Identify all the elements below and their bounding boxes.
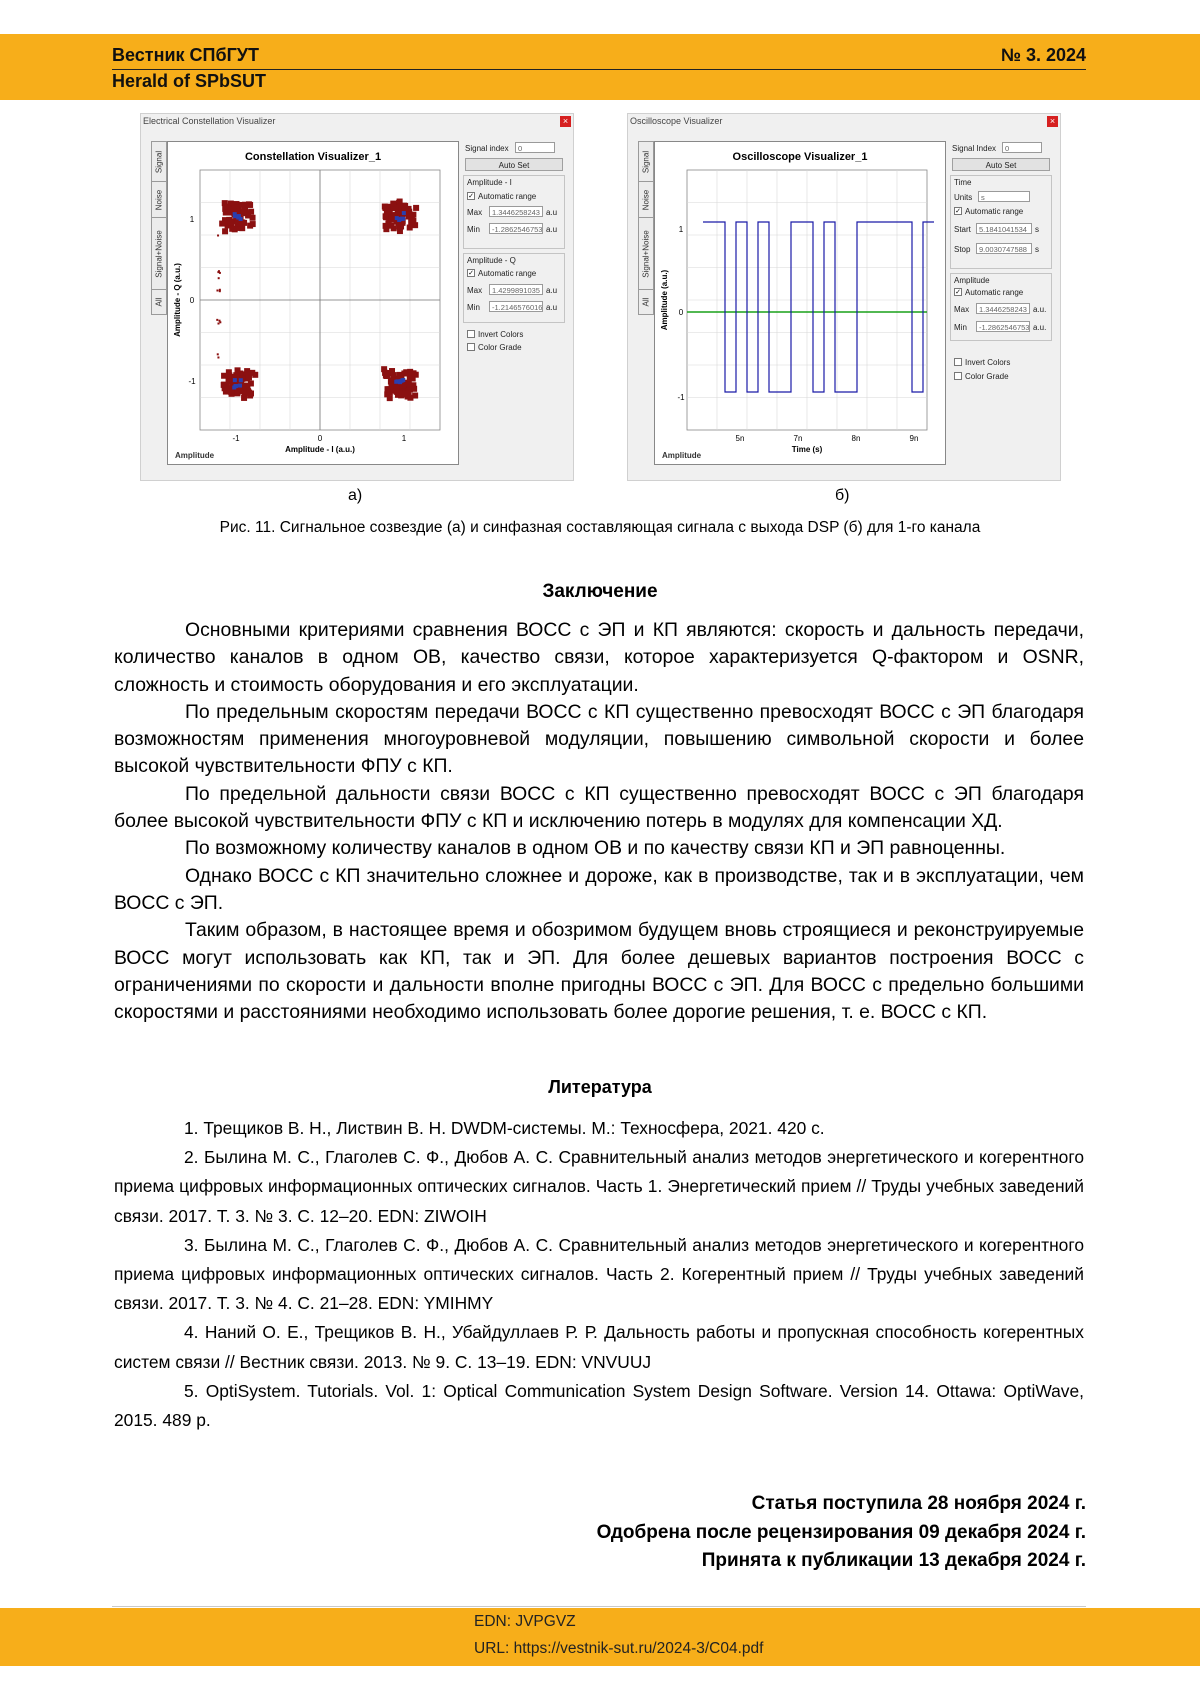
min-label: Min [954, 323, 967, 332]
auto-range-checkbox-i[interactable]: ✓ [468, 193, 474, 200]
references-heading: Литература [548, 1077, 652, 1097]
tab-all[interactable]: All [638, 289, 654, 315]
start-unit: s [1035, 225, 1039, 234]
color-grade-label: Color Grade [478, 343, 522, 352]
constellation-center-point [395, 216, 399, 220]
constellation-point [228, 389, 234, 395]
stop-unit: s [1035, 245, 1039, 254]
max-label: Max [954, 305, 970, 314]
min-i-unit: a.u [546, 225, 558, 234]
constellation-point [222, 228, 228, 234]
x-tick-4: 9n [909, 434, 919, 443]
y-axis-label: Amplitude (a.u.) [660, 269, 669, 331]
signal-index-label: Signal index [465, 144, 509, 153]
constellation-point [390, 372, 396, 378]
oscilloscope-svg [655, 142, 945, 464]
reference-item: 2. Былина М. С., Глаголев С. Ф., Дюбов А. С. Сравнительный анализ методов энергетического и когерентного приема цифровых информационных оптических сигналов. Часть 1. Энергетический прием // Труды учебных заведений связи. 2017. Т. 3. № 3. С. 12–20. EDN: ZIWOIH [114, 1147, 1084, 1226]
constellation-point [397, 199, 403, 205]
figure-label-b: б) [835, 487, 850, 504]
constellation-point [248, 380, 254, 386]
signal-index-input[interactable]: 0 [515, 142, 555, 153]
invert-colors-label: Invert Colors [478, 330, 524, 339]
header-divider [112, 69, 1086, 70]
time-label: Time [954, 178, 972, 187]
vertical-tabs [638, 141, 652, 423]
max-unit: a.u. [1033, 305, 1047, 314]
auto-range-checkbox-q[interactable]: ✓ [468, 270, 474, 277]
constellation-center-point [400, 217, 404, 221]
reference-item: 1. Трещиков В. Н., Листвин В. Н. DWDM-системы. М.: Техносфера, 2021. 420 с. [184, 1118, 825, 1138]
amplitude-q-label: Amplitude - Q [467, 256, 516, 265]
constellation-point [247, 392, 253, 398]
constellation-center-point [394, 380, 398, 384]
invert-colors-checkbox[interactable] [467, 330, 475, 338]
constellation-point [219, 320, 221, 322]
control-panel [948, 141, 1054, 463]
figure-caption: Рис. 11. Сигнальное созвездие (а) и синфазная составляющая сигнала с выхода DSP (б) для 1-го канала [219, 519, 981, 536]
constellation-point [216, 319, 218, 321]
references-list [114, 1114, 1084, 1435]
reference-item: 4. Наний О. Е., Трещиков В. Н., Убайдуллаев Р. Р. Дальность работы и пропускная способность когерентных систем связи // Вестник связи. 2013. № 9. С. 13–19. EDN: VNVUUJ [114, 1322, 1084, 1372]
constellation-point [248, 209, 254, 215]
constellation-point [218, 277, 220, 279]
constellation-center-point [237, 214, 241, 218]
constellation-point [230, 207, 236, 213]
x-axis-label: Time (s) [791, 445, 823, 454]
stop-input[interactable]: 9.0030747588 [976, 243, 1032, 254]
tab-noise[interactable]: Noise [151, 181, 167, 219]
reference-item: 5. OptiSystem. Tutorials. Vol. 1: Optical Communication System Design Software. Version 14. Ottawa: OptiWave, 2015. 489 p. [114, 1380, 1084, 1431]
plot-title: Constellation Visualizer_1 [244, 151, 382, 163]
conclusion-paragraph: По возможному количеству каналов в одном ОВ и по качеству связи КП и ЭП равноценны. [185, 837, 1006, 860]
constellation-point [397, 224, 403, 230]
conclusion-body [114, 617, 1084, 1026]
constellation-point [388, 223, 394, 229]
max-i-unit: a.u [546, 208, 558, 217]
color-grade-checkbox[interactable] [467, 343, 475, 351]
conclusion-paragraph: По предельной дальности связи ВОСС с КП существенно превосходят ВОСС с ЭП благодаря более высокой чувствительности ФПУ с КП и исключению потерь в модулях для компенсации ХД. [114, 782, 1084, 833]
start-input[interactable]: 5.1841041534 [976, 223, 1032, 234]
max-i-label: Max [467, 208, 483, 217]
tab-signal[interactable]: Signal [151, 141, 167, 183]
max-q-unit: a.u [546, 286, 558, 295]
issue-number: № 3. 2024 [1000, 45, 1086, 65]
x-tick-left: -1 [232, 434, 240, 443]
constellation-point [217, 234, 219, 236]
conclusion-paragraph: Основными критериями сравнения ВОСС с ЭП и КП являются: скорость и дальность передачи, количество каналов в одном ОВ, качество связи, которое характеризуется Q-фактором и OSNR, сложность и стоимость оборудования и его эксплуатации. [114, 619, 1084, 696]
x-tick-1: 5n [735, 434, 745, 443]
footer-divider [112, 1606, 1086, 1607]
auto-range-checkbox-time[interactable]: ✓ [955, 208, 961, 215]
constellation-center-point [233, 384, 237, 388]
constellation-point [241, 395, 247, 401]
y-tick-mid: 0 [678, 308, 684, 317]
constellation-point [241, 209, 247, 215]
constellation-point [219, 289, 221, 291]
conclusion-heading: Заключение [542, 581, 658, 602]
amplitude-tab[interactable]: Amplitude [662, 451, 702, 460]
constellation-point [217, 323, 219, 325]
date-reviewed: Одобрена после рецензирования 09 декабря 2024 г. [596, 1521, 1086, 1543]
max-input[interactable]: 1.3446258243 [976, 303, 1030, 314]
figure-label-a: а) [348, 487, 363, 504]
constellation-point [382, 370, 388, 376]
max-q-label: Max [467, 286, 483, 295]
constellation-point [226, 378, 232, 384]
stop-label: Stop [954, 245, 971, 254]
start-label: Start [954, 225, 971, 234]
oscilloscope-plot [654, 141, 946, 465]
constellation-point [389, 216, 395, 222]
constellation-point [390, 201, 396, 207]
constellation-window [140, 113, 574, 481]
auto-range-label-i: Automatic range [478, 192, 537, 201]
constellation-point [217, 353, 219, 355]
min-q-label: Min [467, 303, 480, 312]
constellation-center-point [238, 384, 242, 388]
constellation-point [221, 382, 227, 388]
journal-title-en: Herald of SPbSUT [112, 71, 267, 91]
close-icon[interactable]: × [560, 116, 571, 127]
conclusion-paragraph: Таким образом, в настоящее время и обозримом будущем вновь строящиеся и реконструируемые ВОСС могут использовать как КП, так и ЭП. Для более дешевых вариантов построения ВОСС с ограничениями по скорости и дальности вполне пригодны ВОСС с ЭП. Для ВОСС с предельно большими скоростями и расстояниями необходимо использовать более дорогие решения, т. е. ВОСС с КП. [114, 919, 1084, 1024]
time-group [950, 175, 1052, 269]
window-title: Oscilloscope Visualizer [630, 116, 723, 126]
constellation-point [406, 380, 412, 386]
plot-title: Oscilloscope Visualizer_1 [732, 151, 868, 163]
invert-colors-label: Invert Colors [965, 358, 1011, 367]
constellation-point [217, 356, 219, 358]
y-tick-top: 1 [678, 225, 684, 234]
constellation-center-point [398, 380, 402, 384]
y-axis-label: Amplitude - Q (a.u.) [173, 263, 182, 337]
constellation-point [222, 217, 228, 223]
oscilloscope-window [627, 113, 1061, 481]
y-tick-top: 1 [189, 215, 195, 224]
constellation-point [242, 202, 248, 208]
article-dates [597, 1490, 1086, 1576]
constellation-center-point [402, 211, 406, 215]
x-tick-3: 8n [851, 434, 861, 443]
min-q-unit: a.u [546, 303, 558, 312]
constellation-point [246, 374, 252, 380]
constellation-point [221, 373, 227, 379]
conclusion-paragraph: Однако ВОСС с КП значительно сложнее и дороже, как в производстве, так и в эксплуатации, чем ВОСС с ЭП. [114, 864, 1084, 914]
constellation-point [234, 220, 240, 226]
constellation-point [229, 226, 235, 232]
constellation-point [407, 225, 413, 231]
auto-set-button[interactable]: Auto Set [952, 158, 1050, 171]
constellation-plot [167, 141, 459, 465]
y-tick-bottom: -1 [677, 393, 685, 402]
max-q-input[interactable]: 1.4299891035 [489, 284, 543, 295]
auto-range-label-time: Automatic range [965, 207, 1024, 216]
constellation-point [387, 395, 393, 401]
min-input[interactable]: -1.2862546753 [976, 321, 1030, 332]
x-axis-label: Amplitude - I (a.u.) [285, 445, 355, 454]
x-tick-2: 7n [793, 434, 803, 443]
units-label: Units [954, 193, 973, 202]
close-icon[interactable]: × [1047, 116, 1058, 127]
constellation-point [412, 393, 418, 399]
constellation-point [411, 386, 417, 392]
constellation-point [228, 220, 234, 226]
constellation-point [223, 389, 229, 395]
tab-all[interactable]: All [151, 289, 167, 315]
y-tick-mid: 0 [189, 296, 195, 305]
constellation-point [250, 215, 256, 221]
auto-range-label-q: Automatic range [478, 269, 537, 278]
invert-colors-checkbox[interactable] [954, 358, 962, 366]
units-select[interactable]: s [978, 191, 1030, 202]
signal-index-label: Signal Index [952, 144, 997, 153]
constellation-point [406, 212, 412, 218]
window-title: Electrical Constellation Visualizer [143, 116, 276, 126]
tab-signal-noise[interactable]: Signal+Noise [151, 217, 167, 291]
y-tick-bottom: -1 [188, 377, 196, 386]
constellation-point [382, 205, 388, 211]
auto-range-checkbox-amp[interactable]: ✓ [955, 289, 961, 296]
constellation-point [403, 390, 409, 396]
auto-range-label-amp: Automatic range [965, 288, 1024, 297]
tab-signal[interactable]: Signal [638, 141, 654, 183]
auto-set-button[interactable]: Auto Set [465, 158, 563, 171]
min-q-input[interactable]: -1.2146576016 [489, 301, 543, 312]
tab-signal-noise[interactable]: Signal+Noise [638, 217, 654, 291]
footer-url[interactable]: URL: https://vestnik-sut.ru/2024-3/C04.pdf [474, 1640, 764, 1657]
min-i-label: Min [467, 225, 480, 234]
min-unit: a.u. [1033, 323, 1047, 332]
control-panel [461, 141, 567, 463]
amplitude-label: Amplitude [954, 276, 990, 285]
constellation-center-point [233, 378, 237, 382]
x-tick-mid: 0 [317, 434, 323, 443]
tab-noise[interactable]: Noise [638, 181, 654, 219]
constellation-point [413, 372, 419, 378]
min-i-input[interactable]: -1.2862546753 [489, 223, 543, 234]
constellation-center-point [233, 212, 237, 216]
x-tick-right: 1 [401, 434, 407, 443]
amplitude-tab[interactable]: Amplitude [175, 451, 215, 460]
constellation-center-point [239, 378, 243, 382]
amplitude-i-label: Amplitude - I [467, 178, 512, 187]
footer-edn: EDN: JVPGVZ [474, 1613, 576, 1630]
constellation-point [216, 289, 218, 291]
vertical-tabs [151, 141, 165, 423]
color-grade-label: Color Grade [965, 372, 1009, 381]
constellation-point [408, 219, 414, 225]
max-i-input[interactable]: 1.3446258243 [489, 206, 543, 217]
date-accepted: Принята к публикации 13 декабря 2024 г. [701, 1550, 1086, 1571]
color-grade-checkbox[interactable] [954, 372, 962, 380]
conclusion-paragraph: По предельным скоростям передачи ВОСС с КП существенно превосходят ВОСС с ЭП благодаря возможностям применения многоуровневой модуляции, повышению символьной скорости и более высокой чувствительности ФПУ с КП. [114, 700, 1084, 778]
constellation-point [247, 223, 253, 229]
constellation-point [218, 270, 220, 272]
signal-index-input[interactable]: 0 [1002, 142, 1042, 153]
constellation-point [413, 205, 419, 211]
constellation-point [389, 382, 395, 388]
date-received: Статья поступила 28 ноября 2024 г. [751, 1493, 1086, 1514]
journal-title-ru: Вестник СПбГУТ [112, 45, 259, 65]
constellation-svg [168, 142, 458, 464]
reference-item: 3. Былина М. С., Глаголев С. Ф., Дюбов А. С. Сравнительный анализ методов энергетического и когерентного приема цифровых информационных оптических сигналов. Часть 2. Когерентный прием // Труды учебных заведений связи. 2017. Т. 3. № 4. С. 21–28. EDN: YMIHMY [114, 1234, 1084, 1314]
